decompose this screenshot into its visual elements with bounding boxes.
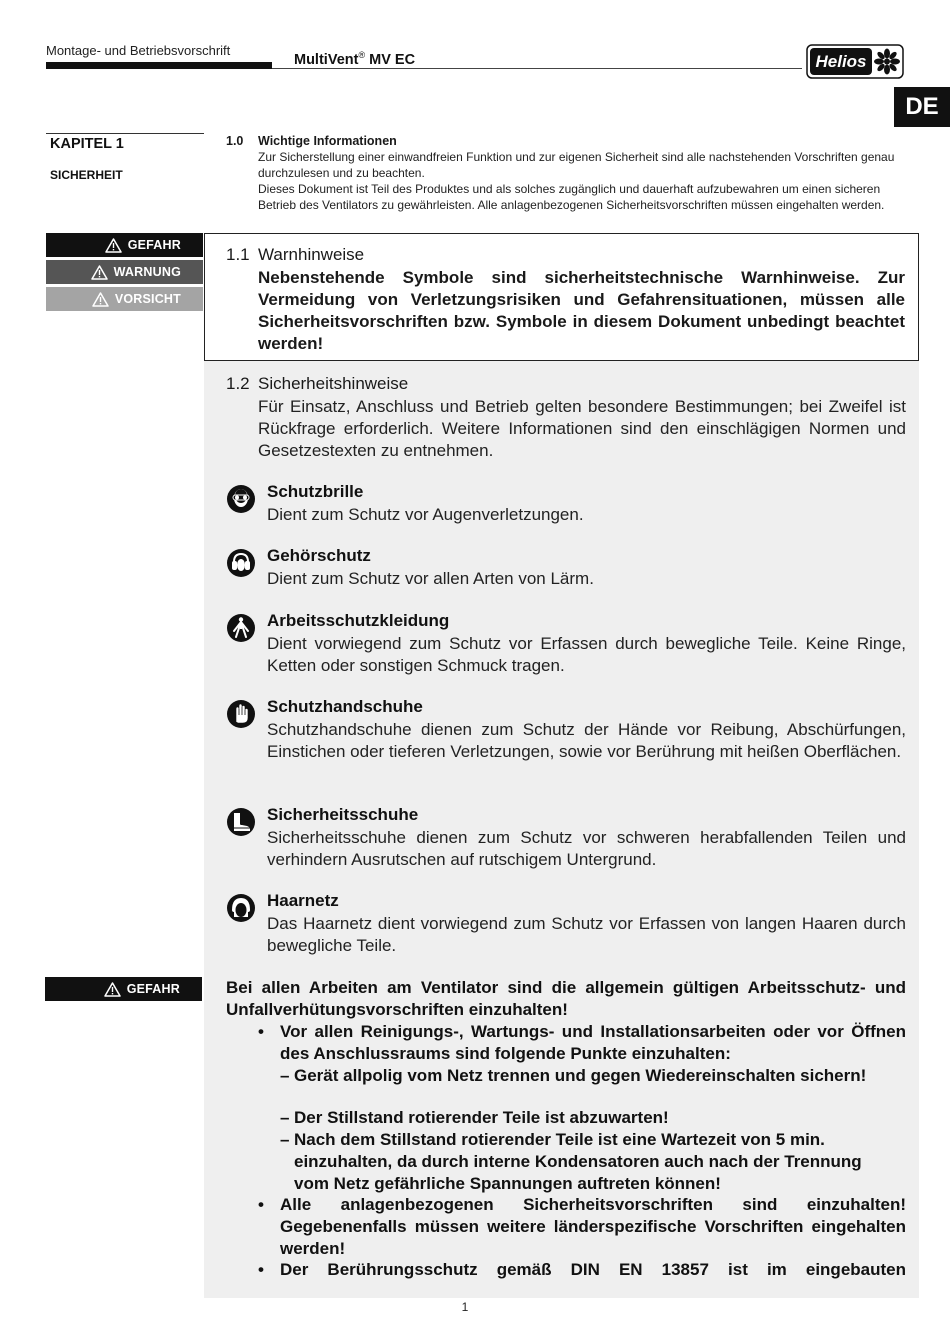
label-warnung-text: WARNUNG [113, 265, 181, 279]
page-number: 1 [461, 1300, 469, 1314]
label-gefahr-2-text: GEFAHR [126, 982, 180, 996]
ppe-description: Das Haarnetz dient vorwiegend zum Schutz vor Erfassen von langen Haaren durch bewegliche Teile. [267, 914, 906, 955]
sub-text: Nach dem Stillstand rotierender Teile ist eine Wartezeit von 5 min. einzuhalten, da durch interne Kondensatoren auch nach der Trennung vom Netz gefährliche Spannungen auftreten können! [294, 1130, 862, 1193]
ppe-title: Gehörschutz [267, 546, 371, 565]
sub-item [280, 1129, 880, 1195]
label-gefahr-2 [45, 977, 202, 1001]
bullet-item [258, 1021, 906, 1065]
bullet-dot: • [258, 1022, 264, 1041]
sub-dash: – [280, 1108, 290, 1127]
document-type: Montage- und Betriebsvorschrift [46, 43, 231, 58]
warning-triangle-icon [105, 238, 122, 253]
sub-item [280, 1107, 880, 1129]
ppe-description: Dient zum Schutz vor Augenverletzungen. [267, 505, 584, 524]
bullet-text: Vor allen Reinigungs-, Wartungs- und Installationsarbeiten oder vor Öffnen des Anschlussraums sind folgende Punkte einzuhalten: [280, 1022, 906, 1063]
chapter-rule [46, 133, 204, 134]
ppe-item-hairnet [226, 891, 906, 961]
section-1-1-title: Warnhinweise [258, 245, 365, 264]
ear-protection-icon [226, 548, 256, 578]
ppe-title: Sicherheitsschuhe [267, 805, 419, 824]
ppe-title: Schutzbrille [267, 482, 364, 501]
ppe-title: Arbeitsschutzkleidung [267, 611, 450, 630]
logo-text: Helios [815, 52, 867, 71]
section-1-2-body: Für Einsatz, Anschluss und Betrieb gelten besondere Bestimmungen; bei Zweifel ist Rückfrage erforderlich. Weitere Informationen sind den einschlägigen Normen und Gesetzestexten zu entnehmen. [258, 397, 906, 460]
label-gefahr-text: GEFAHR [127, 238, 181, 252]
gloves-icon [226, 699, 256, 729]
warning-triangle-icon [91, 265, 108, 280]
label-vorsicht-text: VORSICHT [114, 292, 181, 306]
ppe-description: Dient vorwiegend zum Schutz vor Erfassen durch bewegliche Teile. Keine Ringe, Ketten oder sonstigen Schmuck tragen. [267, 634, 906, 675]
header-rule [272, 68, 802, 69]
sub-dash: – [280, 1066, 290, 1085]
ppe-title: Schutzhandschuhe [267, 697, 423, 716]
ppe-title: Haarnetz [267, 891, 339, 910]
chapter-subtitle: SICHERHEIT [50, 168, 123, 182]
bullet-text: Der Berührungsschutz gemäß DIN EN 13857 ist im eingebauten [280, 1260, 906, 1279]
sub-item [280, 1065, 880, 1109]
ppe-item-ear-protection [226, 546, 906, 594]
product-brand: MultiVent [294, 52, 359, 68]
ppe-item-goggles [226, 482, 906, 530]
section-1-0-para-1: Zur Sicherstellung einer einwandfreien Funktion und zur eigenen Sicherheit sind alle nachstehenden Vorschriften genau durchzulesen und zu beachten. [258, 150, 895, 180]
ppe-item-safety-shoes [226, 805, 906, 875]
section-1-0-number: 1.0 [226, 134, 244, 148]
sub-text: Gerät allpolig vom Netz trennen und gegen Wiedereinschalten sichern! [294, 1066, 867, 1085]
protective-clothing-icon [226, 613, 256, 643]
ppe-item-protective-clothing [226, 611, 906, 681]
helios-logo [806, 44, 904, 79]
registered-mark: ® [358, 50, 366, 61]
sub-dash: – [280, 1130, 290, 1149]
label-gefahr [46, 233, 203, 257]
section-1-0-body [258, 149, 908, 213]
warning-triangle-icon [92, 292, 109, 307]
label-warnung [46, 260, 203, 284]
bullet-item [258, 1194, 906, 1260]
section-1-0-para-2: Dieses Dokument ist Teil des Produktes und als solches zugänglich und dauerhaft aufzubewahren um einen sicheren Betrieb des Ventilators zu gewährleisten. Alle anlagenbezogenen Sicherheitsvorschriften müssen eingehalten werden. [258, 182, 885, 212]
product-name [294, 52, 415, 68]
bullet-text: Alle anlagenbezogenen Sicherheitsvorschriften sind einzuhalten! Gegebenenfalls müssen weitere länderspezifische Vorschriften eingehalten werden! [280, 1195, 906, 1258]
bullet-item [258, 1259, 906, 1281]
ppe-description: Sicherheitsschuhe dienen zum Schutz vor schweren herabfallenden Teilen und verhindern Ausrutschen auf rutschigem Untergrund. [267, 828, 906, 869]
product-model: MV EC [365, 52, 416, 68]
warning-triangle-icon [104, 982, 121, 997]
safety-shoes-icon [226, 807, 256, 837]
chapter-title: KAPITEL 1 [50, 136, 124, 152]
language-badge: DE [894, 87, 950, 127]
bullet-dot: • [258, 1195, 264, 1214]
danger-intro: Bei allen Arbeiten am Ventilator sind die allgemein gültigen Arbeitsschutz- und Unfallverhütungsvorschriften einzuhalten! [226, 978, 906, 1019]
section-1-2-number: 1.2 [226, 374, 250, 393]
section-1-1-body: Nebenstehende Symbole sind sicherheitstechnische Warnhinweise. Zur Vermeidung von Verletzungsrisiken und Gefahrensituationen, müssen alle Sicherheitsvorschriften bzw. Symbole in diesem Dokument unbedingt beachtet werden! [258, 268, 905, 353]
ppe-item-gloves [226, 697, 906, 789]
section-1-0-title: Wichtige Informationen [258, 134, 397, 148]
section-1-1-number: 1.1 [226, 245, 250, 264]
label-vorsicht [46, 287, 203, 311]
section-1-2-title: Sicherheitshinweise [258, 374, 409, 393]
header-bar [46, 62, 272, 69]
sub-text: Der Stillstand rotierender Teile ist abzuwarten! [294, 1108, 669, 1127]
ppe-description: Dient zum Schutz vor allen Arten von Lärm. [267, 569, 594, 588]
ppe-description: Schutzhandschuhe dienen zum Schutz der Hände vor Reibung, Abschürfungen, Einstichen oder tieferen Verletzungen, sowie vor Berührung mit heißen Oberflächen. [267, 720, 906, 761]
hairnet-icon [226, 893, 256, 923]
goggles-icon [226, 484, 256, 514]
bullet-dot: • [258, 1260, 264, 1279]
